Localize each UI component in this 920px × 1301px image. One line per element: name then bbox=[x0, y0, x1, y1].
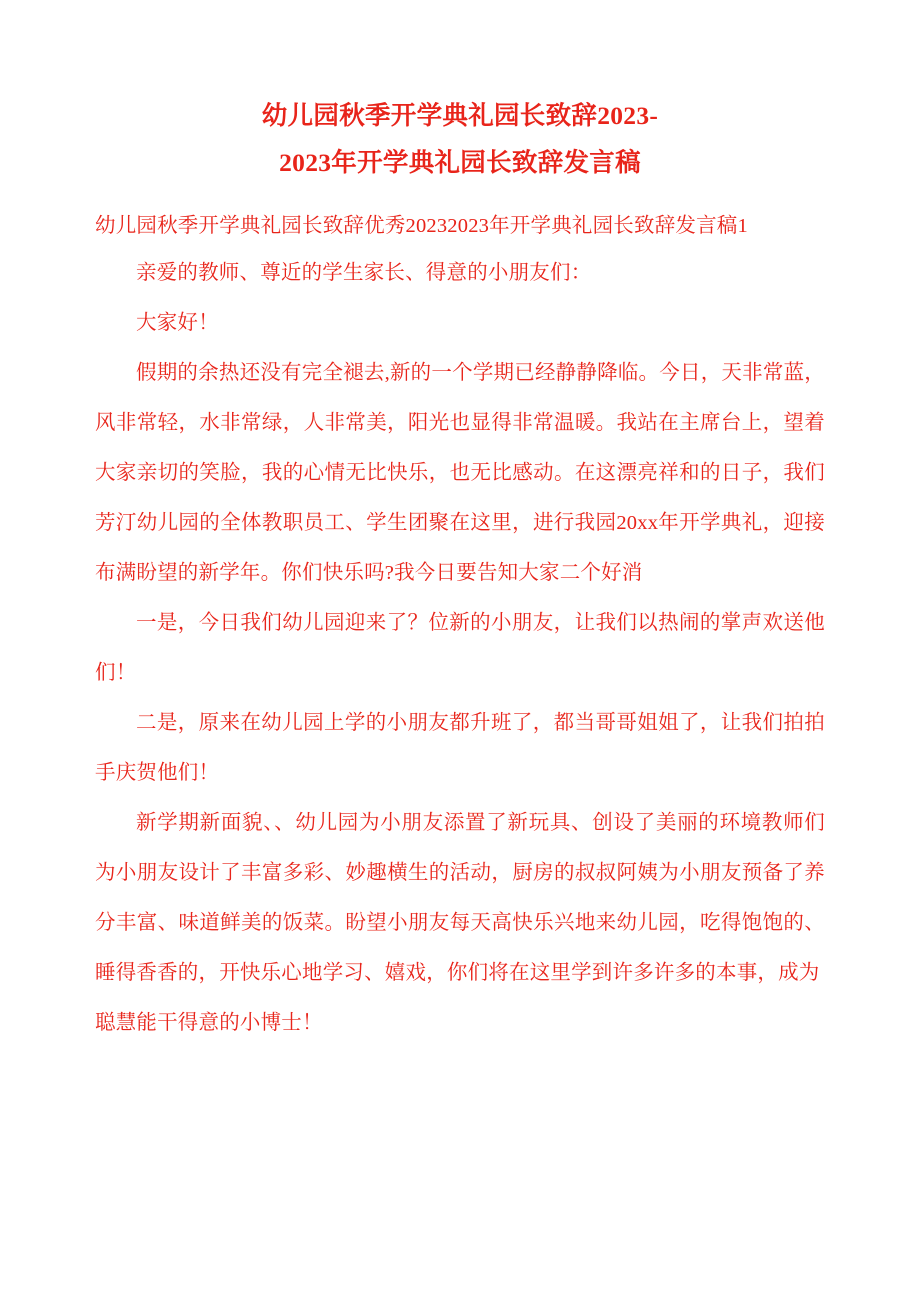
paragraph-lead: 幼儿园秋季开学典礼园长致辞优秀20232023年开学典礼园长致辞发言稿1 bbox=[95, 215, 748, 237]
paragraph-body-5: 聪慧能干得意的小博士！ bbox=[95, 1012, 323, 1034]
paragraph-salutation: 亲爱的教师、尊近的学生家长、得意的小朋友们： bbox=[136, 262, 592, 284]
paragraph-body-1: 假期的余热还没有完全褪去,新的一个学期已经静静降临。今日，天非常蓝，风非常轻，水非常绿，人非常美，阳光也显得非常温暖。我站在主席台上，望着大家亲切的笑脸，我的心情无比快乐，也无比感动。在这漂亮祥和的日子，我们芳汀幼儿园的全体教职员工、学生团聚在这里，进行我园20xx年开学典礼，迎接布满盼望的新学年。你们快乐吗?我今日要告知大家二个好消 bbox=[95, 362, 825, 584]
page-title-line-1: 幼儿园秋季开学典礼园长致辞2023- bbox=[261, 101, 659, 130]
paragraph-body-2: 一是，今日我们幼儿园迎来了？位新的小朋友，让我们以热闹的掌声欢送他们！ bbox=[95, 612, 825, 684]
page-title-line-2: 2023年开学典礼园长致辞发言稿 bbox=[279, 148, 641, 177]
paragraph-body-4: 新学期新面貌、、幼儿园为小朋友添置了新玩具、创设了美丽的环境教师们为小朋友设计了丰富多彩、妙趣横生的活动，厨房的叔叔阿姨为小朋友预备了养分丰富、味道鲜美的饭菜。盼望小朋友每天高快乐兴地来幼儿园，吃得饱饱的、睡得香香的，开快乐心地学习、嬉戏，你们将在这里学到许多许多的本事，成为 bbox=[95, 812, 825, 984]
paragraph-greeting: 大家好！ bbox=[136, 312, 219, 334]
paragraph-body-3: 二是，原来在幼儿园上学的小朋友都升班了，都当哥哥姐姐了，让我们拍拍手庆贺他们！ bbox=[95, 712, 825, 784]
page-title bbox=[95, 92, 825, 186]
